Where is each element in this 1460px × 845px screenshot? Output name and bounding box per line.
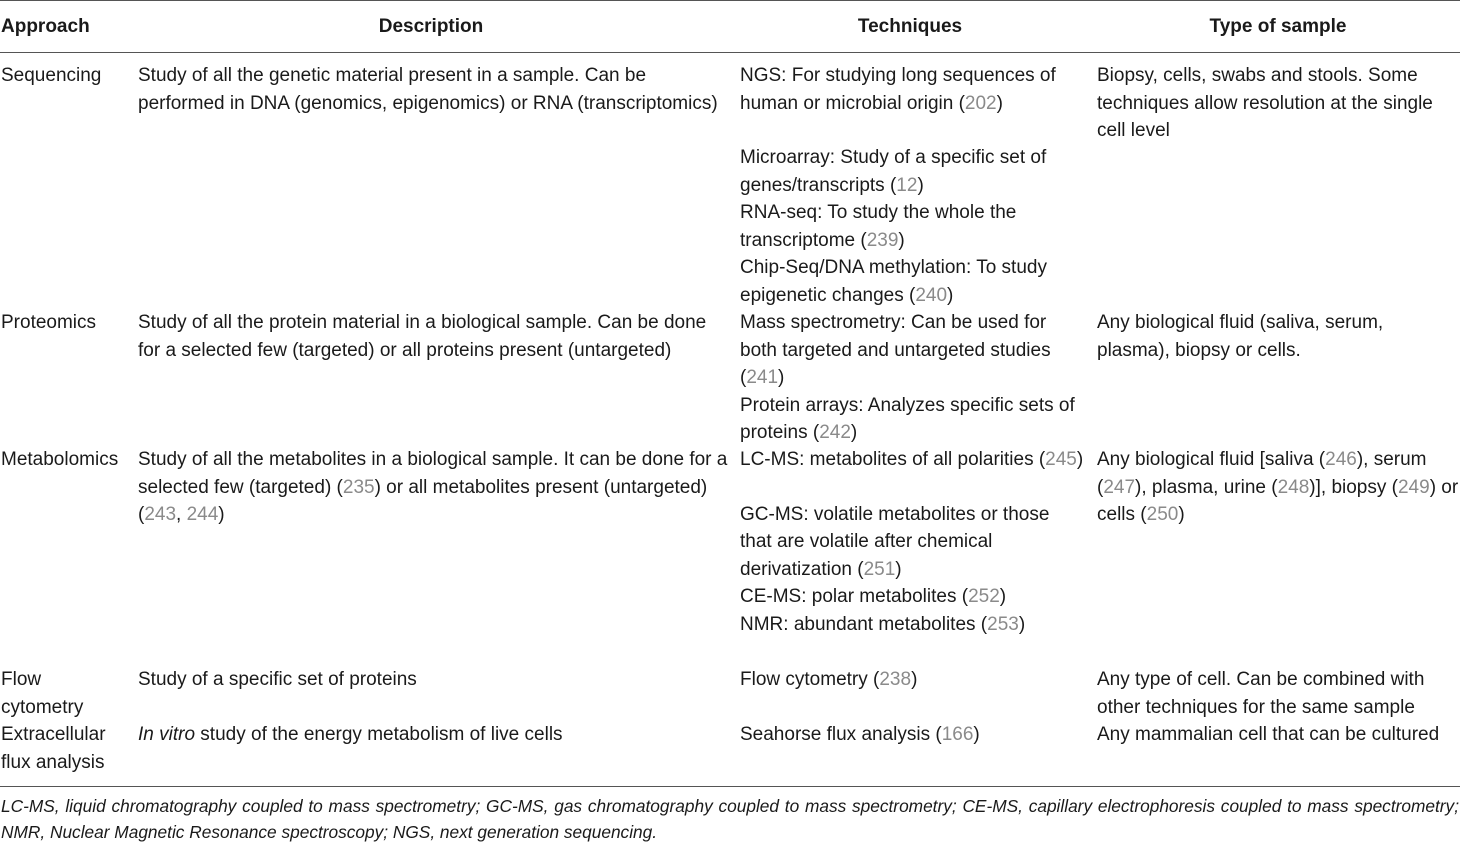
- header-bottom-rule: [0, 52, 1460, 53]
- reference-link[interactable]: 252: [968, 586, 1000, 607]
- row-metabolomics-description: Study of all the metabolites in a biological sample. It can be done for a selected few (targeted) (235) or all metabolites present (untargeted) (243, 244): [138, 449, 728, 525]
- reference-link[interactable]: 235: [342, 476, 375, 498]
- row-sequencing-sample: Biopsy, cells, swabs and stools. Some techniques allow resolution at the single cell level: [1097, 65, 1433, 141]
- reference-link[interactable]: 240: [915, 284, 948, 306]
- reference-link[interactable]: 243: [144, 504, 177, 525]
- header-description: Description: [378, 16, 484, 37]
- row-proteomics-description: Study of all the protein material in a biological sample. Can be done for a selected few (targeted) or all proteins present (untargeted): [138, 312, 707, 361]
- technique-item: NGS: For studying long sequences of human or microbial origin (202): [740, 65, 1056, 114]
- reference-link[interactable]: 242: [819, 422, 851, 443]
- row-flux-analysis-approach: Extracellular flux analysis: [1, 724, 106, 773]
- header-sample: Type of sample: [1209, 16, 1347, 37]
- row-flow-cytometry-techniques: [740, 666, 1085, 694]
- row-proteomics-sample: Any biological fluid (saliva, serum, plasma), biopsy or cells.: [1097, 312, 1384, 361]
- table-bottom-rule: [0, 786, 1460, 787]
- technique-item: RNA-seq: To study the whole the transcriptome (239): [740, 202, 1017, 251]
- reference-link[interactable]: 241: [746, 367, 779, 388]
- reference-link[interactable]: 202: [964, 92, 997, 114]
- technique-item: NMR: abundant metabolites (253): [740, 613, 1026, 635]
- technique-item: Seahorse flux analysis (166): [740, 724, 980, 745]
- row-proteomics-techniques: [740, 309, 1085, 447]
- row-sequencing-approach: Sequencing: [1, 65, 102, 86]
- reference-link[interactable]: 238: [879, 669, 912, 690]
- reference-link[interactable]: 249: [1397, 476, 1430, 498]
- technique-item: Mass spectrometry: Can be used for both targeted and untargeted studies (241): [740, 312, 1051, 388]
- row-metabolomics-sample: Any biological fluid [saliva (246), serum (247), plasma, urine (248)], biopsy (249) or cells (250): [1097, 449, 1459, 525]
- technique-item: GC-MS: volatile metabolites or those that are volatile after chemical derivatization (251): [740, 503, 1050, 580]
- header-techniques: Techniques: [857, 16, 963, 37]
- row-sequencing-techniques: [740, 62, 1085, 309]
- row-sequencing-description: Study of all the genetic material present in a sample. Can be performed in DNA (genomics, epigenomics) or RNA (transcriptomics): [138, 65, 718, 114]
- reference-link[interactable]: 166: [941, 724, 974, 745]
- technique-item: Chip-Seq/DNA methylation: To study epigenetic changes (240): [740, 257, 1047, 306]
- row-metabolomics-approach: Metabolomics: [1, 449, 119, 470]
- table-top-rule: [0, 0, 1460, 1]
- table-footnote: LC-MS, liquid chromatography coupled to mass spectrometry; GC-MS, gas chromatography coupled to mass spectrometry; CE-MS, capillary electrophoresis coupled to mass spectrometry; NMR, Nuclear Magnetic Resonance spectroscopy; NGS, next generation sequencing.: [1, 796, 1459, 842]
- reference-link[interactable]: 245: [1045, 449, 1077, 470]
- technique-item: Microarray: Study of a specific set of genes/transcripts (12): [740, 147, 1047, 196]
- row-flow-cytometry-approach: Flow cytometry: [1, 669, 84, 718]
- row-flux-analysis-description: In vitro study of the energy metabolism of live cells: [138, 724, 563, 745]
- reference-link[interactable]: 239: [866, 229, 899, 251]
- row-proteomics-approach: Proteomics: [1, 312, 97, 333]
- technique-item: CE-MS: polar metabolites (252): [740, 586, 1007, 607]
- reference-link[interactable]: 250: [1146, 504, 1179, 525]
- row-flux-analysis-techniques: [740, 721, 1085, 749]
- reference-link[interactable]: 251: [863, 558, 896, 580]
- reference-link[interactable]: 244: [186, 504, 219, 525]
- reference-link[interactable]: 247: [1103, 476, 1136, 498]
- technique-item: Flow cytometry (238): [740, 669, 918, 690]
- row-metabolomics-techniques: [740, 446, 1085, 638]
- reference-link[interactable]: 246: [1325, 449, 1357, 470]
- technique-item: LC-MS: metabolites of all polarities (245): [740, 449, 1084, 470]
- header-approach: Approach: [1, 16, 90, 37]
- row-flow-cytometry-description: Study of a specific set of proteins: [138, 669, 417, 690]
- reference-link[interactable]: 248: [1277, 476, 1310, 498]
- row-flux-analysis-sample: Any mammalian cell that can be cultured: [1097, 724, 1440, 745]
- reference-link[interactable]: 253: [987, 613, 1019, 635]
- row-flow-cytometry-sample: Any type of cell. Can be combined with other techniques for the same sample: [1097, 669, 1425, 718]
- reference-link[interactable]: 12: [896, 174, 918, 196]
- technique-item: Protein arrays: Analyzes specific sets of proteins (242): [740, 394, 1075, 443]
